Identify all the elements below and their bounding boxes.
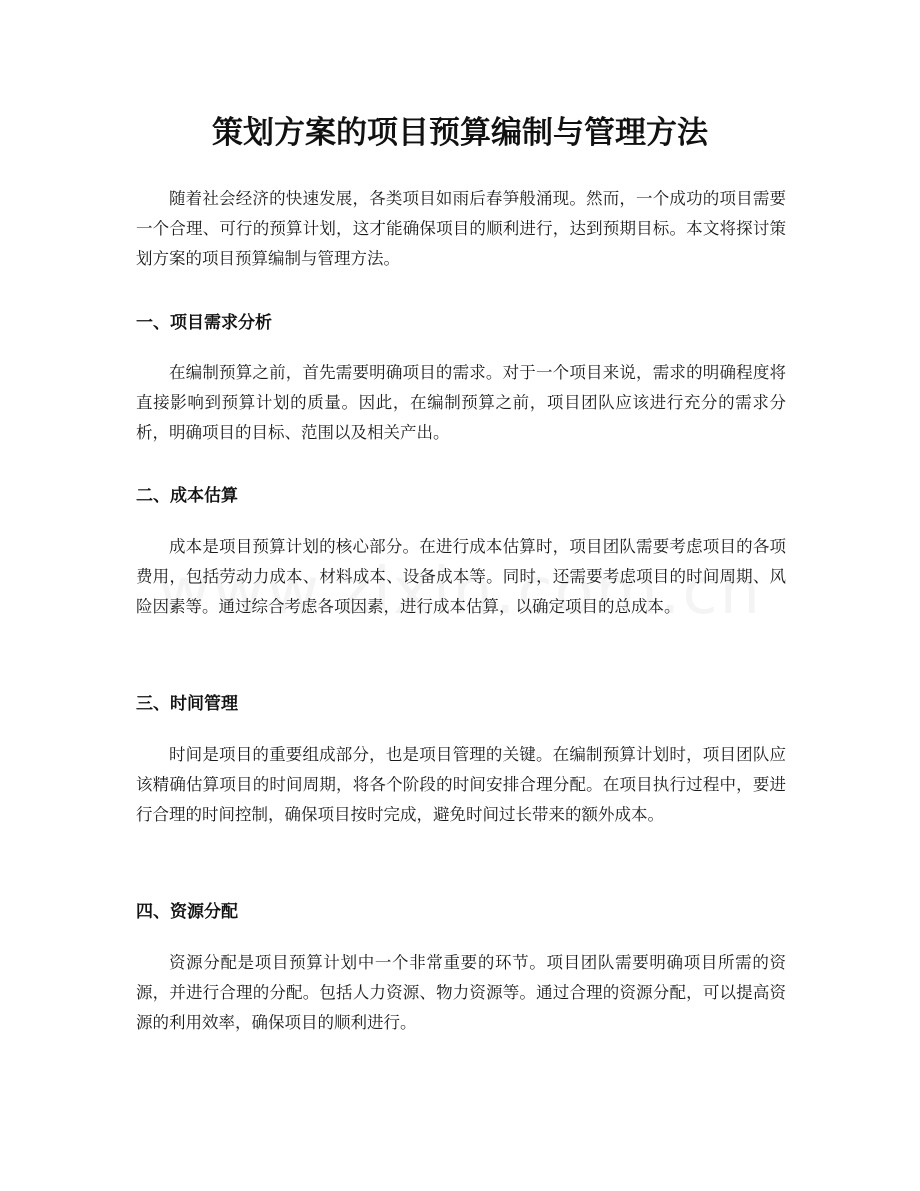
section-body-resource-allocation: 资源分配是项目预算计划中一个非常重要的环节。项目团队需要明确项目所需的资源，并进行合理的分配。包括人力资源、物力资源等。通过合理的资源分配，可以提高资源的利用效率，确保项目的顺利进行。 bbox=[136, 953, 786, 1032]
document-title: 策划方案的项目预算编制与管理方法 bbox=[212, 115, 708, 151]
section-heading-cost-estimation: 二、成本估算 bbox=[136, 486, 238, 506]
section-heading-resource-allocation: 四、资源分配 bbox=[136, 902, 238, 922]
section-body-time-management: 时间是项目的重要组成部分，也是项目管理的关键。在编制预算计划时，项目团队应该精确估算项目的时间周期，将各个阶段的时间安排合理分配。在项目执行过程中，要进行合理的时间控制，确保项目按时完成，避免时间过长带来的额外成本。 bbox=[136, 745, 786, 824]
section-heading-time-management: 三、时间管理 bbox=[136, 694, 238, 714]
intro-paragraph: 随着社会经济的快速发展，各类项目如雨后春笋般涌现。然而，一个成功的项目需要一个合理、可行的预算计划，这才能确保项目的顺利进行，达到预期目标。本文将探讨策划方案的项目预算编制与管理方法。 bbox=[136, 189, 786, 268]
section-body-cost-estimation: 成本是项目预算计划的核心部分。在进行成本估算时，项目团队需要考虑项目的各项费用，包括劳动力成本、材料成本、设备成本等。同时，还需要考虑项目的时间周期、风险因素等。通过综合考虑各项因素，进行成本估算，以确定项目的总成本。 bbox=[136, 537, 786, 616]
section-body-requirements: 在编制预算之前，首先需要明确项目的需求。对于一个项目来说，需求的明确程度将直接影响到预算计划的质量。因此，在编制预算之前，项目团队应该进行充分的需求分析，明确项目的目标、范围以及相关产出。 bbox=[136, 363, 786, 442]
section-heading-requirements: 一、项目需求分析 bbox=[136, 313, 272, 333]
